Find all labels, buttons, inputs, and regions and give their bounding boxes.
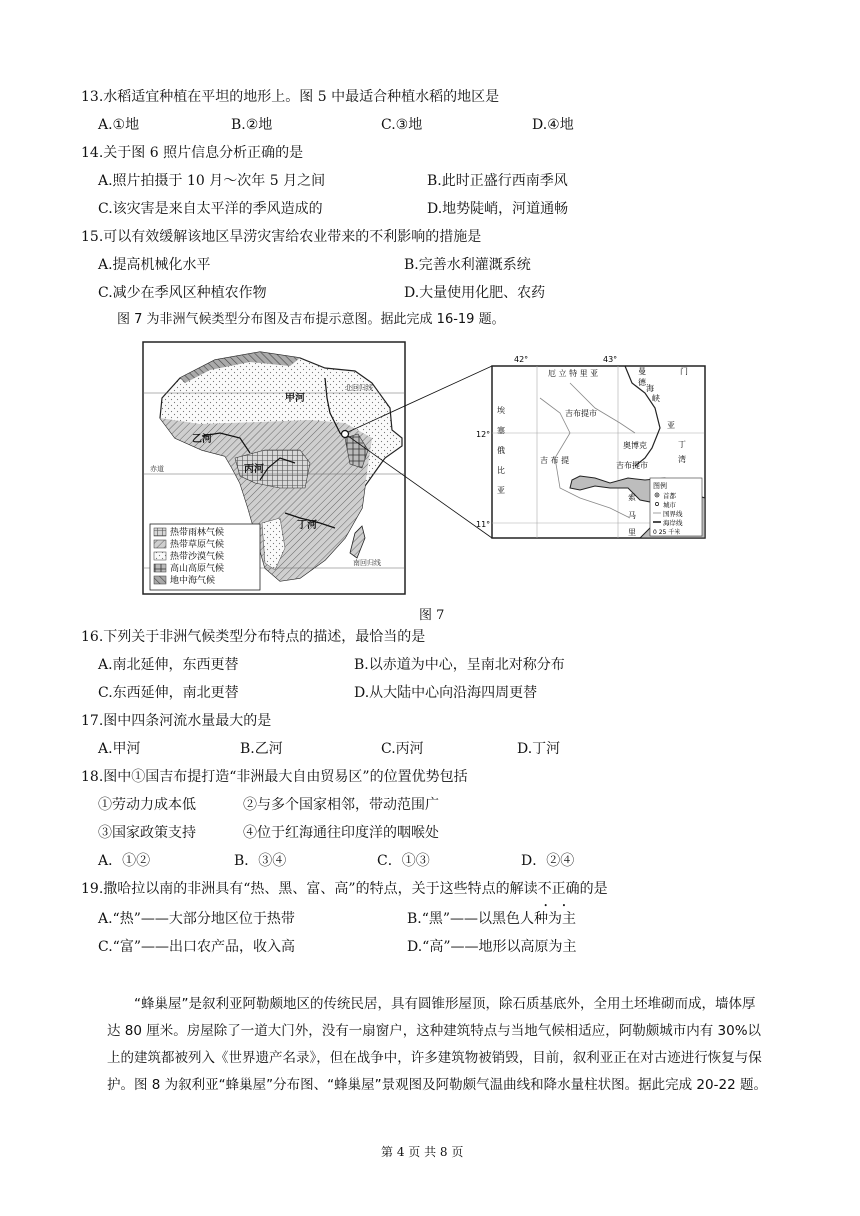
djibouti-marker: [342, 431, 349, 438]
lat-label-11: 11°: [476, 520, 491, 529]
q16-option-a: A.南北延伸，东西更替: [98, 657, 239, 673]
tropic-of-capricorn-label: 南回归线: [353, 559, 381, 567]
q19-stem: [81, 879, 608, 899]
legend-coastline: 海岸线: [663, 519, 683, 527]
q18-item-3: ③国家政策支持: [98, 825, 196, 841]
ethiopia-char-2: 塞: [497, 426, 505, 435]
q19-option-d: D.“高”——地形以高原为主: [407, 939, 577, 955]
q15-option-d: D.大量使用化肥、农药: [404, 285, 546, 301]
q18-option-a: A．①②: [98, 853, 151, 869]
legend-swatch-highland: [154, 564, 166, 572]
q18-option-d: D．②④: [521, 853, 575, 869]
river-ding-label: 丁河: [297, 520, 317, 531]
q19-emphasis: 不正确 • •: [538, 881, 580, 897]
q14-stem: 14.关于图 6 照片信息分析正确的是: [81, 145, 304, 161]
aden-port-label: 门: [680, 367, 688, 376]
capital-symbol-dot: [656, 494, 658, 496]
q17-option-c: C.丙河: [381, 741, 424, 757]
q15-stem: 15.可以有效缓解该地区旱涝灾害给农业带来的不利影响的措施是: [81, 229, 482, 245]
somalia-char-1: 索: [628, 493, 636, 502]
q13-option-c: C.③地: [381, 117, 423, 133]
q19-option-b: B.“黑”——以黑色人种为主: [407, 911, 577, 927]
legend-label-savanna: 热带草原气候: [170, 540, 225, 550]
ethiopia-char-1: 埃: [497, 406, 505, 415]
q13-option-a: A.①地: [98, 117, 140, 133]
equator-label: 赤道: [150, 465, 164, 473]
q16-option-c: C.东西延伸，南北更替: [98, 685, 239, 701]
q19-stem-start: 19.撒哈拉以南的非洲具有“热、黑、富、高”的特点，关于这些特点的解读: [81, 881, 538, 897]
lat-label-12: 12°: [476, 430, 491, 439]
strait-char-1: 曼: [638, 367, 646, 376]
q16-stem: 16.下列关于非洲气候类型分布特点的描述，最恰当的是: [81, 629, 426, 645]
q13-option-b: B.②地: [231, 117, 273, 133]
q17-option-b: B.乙河: [240, 741, 283, 757]
q19-stem-end: 的是: [579, 881, 608, 897]
aden-char-1: 亚: [667, 421, 675, 430]
ethiopia-char-3: 俄: [497, 446, 505, 455]
strait-char-4: 峡: [652, 394, 660, 403]
q14-option-b: B.此时正盛行西南季风: [427, 173, 568, 189]
q19-option-c: C.“富”——出口农产品，收入高: [98, 939, 295, 955]
q18-item-1: ①劳动力成本低: [98, 797, 196, 813]
legend-border: 国界线: [663, 510, 683, 518]
q17-option-d: D.丁河: [517, 741, 561, 757]
city-label-1: 吉布提市: [565, 409, 597, 418]
q14-option-c: C.该灾害是来自太平洋的季风造成的: [98, 201, 323, 217]
river-jia-label: 甲河: [285, 393, 305, 404]
aden-char-3: 湾: [678, 455, 686, 464]
q13-stem: 13.水稻适宜种植在平坦的地形上。图 5 中最适合种植水稻的地区是: [81, 89, 500, 105]
legend-swatch-rainforest: [154, 528, 166, 536]
climate-legend: [150, 524, 260, 590]
legend-label-desert: 热带沙漠气候: [170, 552, 225, 562]
q16-option-d: D.从大陆中心向沿海四周更替: [354, 685, 538, 701]
ethiopia-char-4: 比: [497, 466, 505, 475]
obock-label: 奥博克: [623, 441, 647, 450]
somalia-char-3: 里: [628, 528, 636, 537]
q17-option-a: A.甲河: [98, 741, 141, 757]
ethiopia-char-5: 亚: [497, 486, 505, 495]
legend-label-mediterranean: 地中海气候: [170, 576, 216, 586]
q15-option-b: B.完善水利灌溉系统: [404, 257, 531, 273]
legend-label-rainforest: 热带雨林气候: [170, 528, 225, 538]
lon-label-43: 43°: [603, 355, 618, 364]
eritrea-label: 厄 立 特 里 亚: [548, 369, 599, 378]
legend-label-highland: 高山高原气候: [170, 564, 225, 574]
legend-swatch-savanna: [154, 540, 166, 548]
djibouti-country-label: 吉 布 提: [540, 456, 570, 465]
q18-item-4: ④位于红海通往印度洋的咽喉处: [243, 825, 439, 841]
legend-city: 城市: [663, 501, 676, 509]
beehive-house-passage: “蜂巢屋”是叙利亚阿勒颇地区的传统民居，具有圆锥形屋顶，除石质基底外，全用土坯堆砌而成，墙体厚达 80 厘米。房屋除了一道大门外，没有一扇窗户，这种建筑特点与当地气候相适应，阿勒颇城市内有 30%以上的建筑都被列入《世界遗产名录》，但在战争中，许多建筑物被销毁，目前，叙利亚正在对古迹进行恢复与保护。图 8 为叙利亚“蜂巢屋”分布图、“蜂巢屋”景观图及阿勒颇气温曲线和降水量柱状图。据此完成 20-22 题。: [107, 996, 767, 1093]
figure-7-caption: 图 7: [419, 608, 445, 623]
city-label-2: 吉布提市: [616, 461, 648, 470]
strait-char-3: 海: [646, 384, 654, 393]
q18-option-b: B．③④: [234, 853, 287, 869]
q18-stem: 18.图中①国吉布提打造“非洲最大自由贸易区”的位置优势包括: [81, 769, 468, 785]
legend-swatch-mediterranean: [154, 576, 166, 584]
tropic-of-cancer-label: 北回归线: [345, 384, 373, 392]
q15-option-a: A.提高机械化水平: [98, 257, 211, 273]
page-footer: 第 4 页 共 8 页: [381, 1145, 464, 1159]
legend-capital: 首都: [663, 492, 676, 500]
q18-option-c: C．①③: [377, 853, 430, 869]
q15-option-c: C.减少在季风区种植农作物: [98, 285, 267, 301]
figure-7: [140, 338, 710, 600]
q13-option-d: D.④地: [532, 117, 574, 133]
inset-legend-title: 图例: [653, 482, 667, 490]
q16-option-b: B.以赤道为中心，呈南北对称分布: [354, 657, 565, 673]
river-bing-label: 丙河: [244, 464, 264, 475]
q14-option-d: D.地势陡峭，河道通畅: [427, 201, 569, 217]
somalia-char-2: 马: [628, 511, 636, 520]
aden-char-2: 丁: [678, 440, 686, 449]
legend-swatch-desert: [154, 552, 166, 560]
q19-option-a: A.“热”——大部分地区位于热带: [98, 911, 295, 927]
figure-7-intro: 图 7 为非洲气候类型分布图及吉布提示意图。据此完成 16-19 题。: [117, 312, 505, 327]
q17-stem: 17.图中四条河流水量最大的是: [81, 713, 272, 729]
djibouti-inset-map: [476, 355, 705, 538]
lon-label-42: 42°: [514, 355, 529, 364]
strait-char-2: 德: [638, 378, 646, 387]
inset-scale: 0 25 千米: [653, 529, 681, 536]
river-yi-label: 乙河: [192, 434, 212, 445]
q18-item-2: ②与多个国家相邻，带动范围广: [243, 797, 439, 813]
q14-option-a: A.照片拍摄于 10 月～次年 5 月之间: [98, 173, 326, 189]
